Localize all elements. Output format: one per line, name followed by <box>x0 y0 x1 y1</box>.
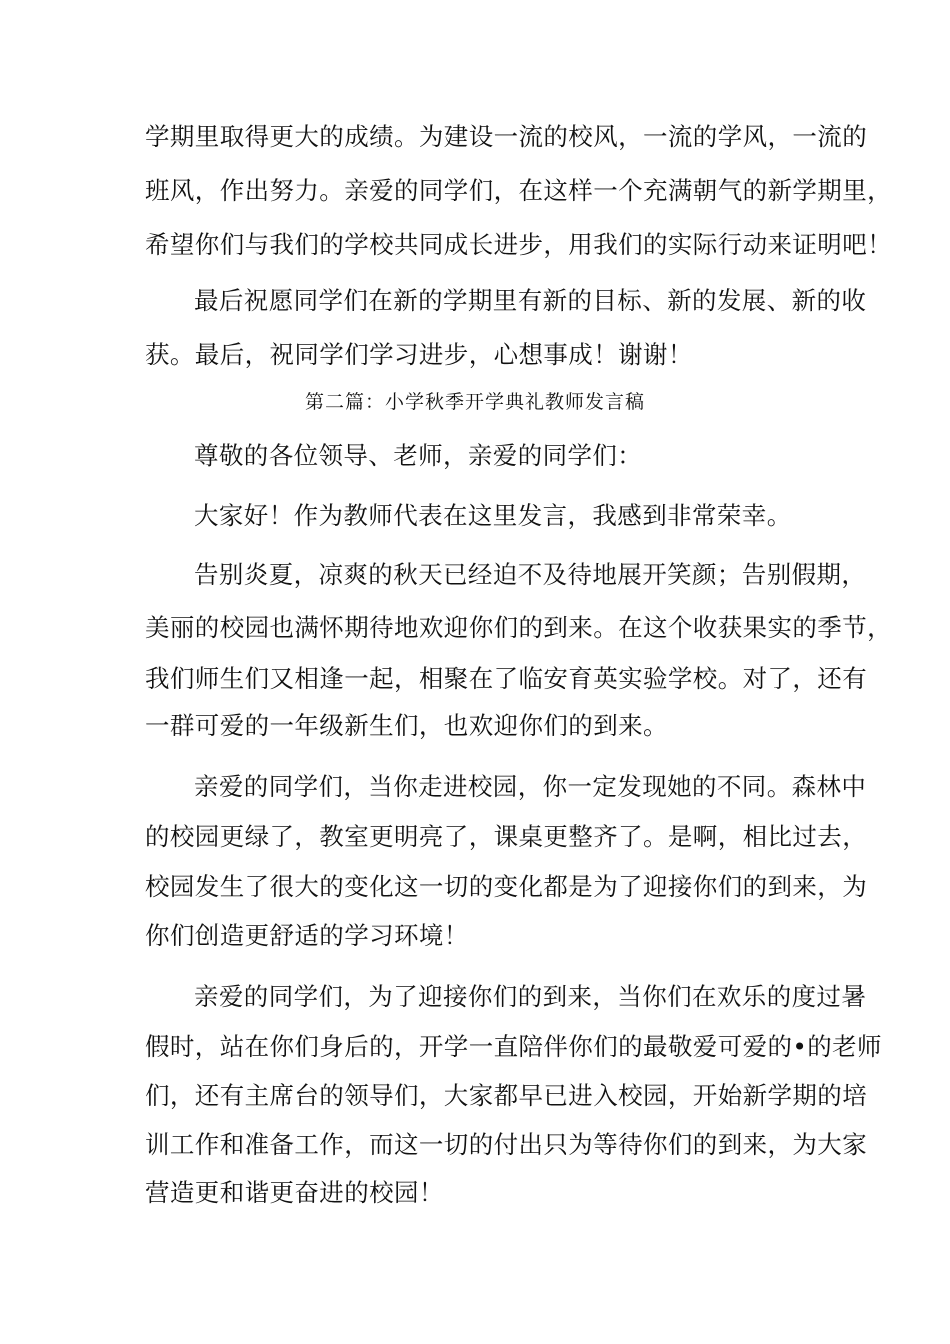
paragraph-line: 希望你们与我们的学校共同成长进步，用我们的实际行动来证明吧！ <box>145 230 892 259</box>
paragraph-line: 的校园更绿了，教室更明亮了，课桌更整齐了。是啊，相比过去， <box>145 822 868 851</box>
paragraph-line: 班风，作出努力。亲爱的同学们，在这样一个充满朝气的新学期里， <box>145 176 892 205</box>
paragraph-line: 你们创造更舒适的学习环境！ <box>145 921 469 950</box>
paragraph-line: 假时，站在你们身后的，开学一直陪伴你们的最敬爱可爱的•的老师 <box>145 1032 882 1061</box>
salutation-line: 尊敬的各位领导、老师，亲爱的同学们： <box>194 441 643 470</box>
paragraph-line: 亲爱的同学们，当你走进校园，你一定发现她的不同。森林中 <box>194 772 867 801</box>
paragraph-line: 训工作和准备工作，而这一切的付出只为等待你们的到来，为大家 <box>145 1130 868 1159</box>
paragraph-line: 一群可爱的一年级新生们，也欢迎你们的到来。 <box>145 711 668 740</box>
paragraph-line: 最后祝愿同学们在新的学期里有新的目标、新的发展、新的收 <box>194 286 867 315</box>
paragraph-line: 告别炎夏，凉爽的秋天已经迫不及待地展开笑颜；告别假期， <box>194 560 867 589</box>
paragraph-line: 获。最后，祝同学们学习进步，心想事成！谢谢！ <box>145 340 693 369</box>
paragraph-line: 营造更和谐更奋进的校园！ <box>145 1178 444 1207</box>
paragraph-line: 校园发生了很大的变化这一切的变化都是为了迎接你们的到来，为 <box>145 872 868 901</box>
greeting-line: 大家好！作为教师代表在这里发言，我感到非常荣幸。 <box>194 501 792 530</box>
section-title: 第二篇：小学秋季开学典礼教师发言稿 <box>304 391 645 413</box>
paragraph-line: 学期里取得更大的成绩。为建设一流的校风，一流的学风，一流的 <box>145 122 868 151</box>
paragraph-line: 们，还有主席台的领导们，大家都早已进入校园，开始新学期的培 <box>145 1081 868 1110</box>
paragraph-line: 美丽的校园也满怀期待地欢迎你们的到来。在这个收获果实的季节， <box>145 613 892 642</box>
paragraph-line: 亲爱的同学们，为了迎接你们的到来，当你们在欢乐的度过暑 <box>194 982 867 1011</box>
paragraph-line: 我们师生们又相逢一起，相聚在了临安育英实验学校。对了，还有 <box>145 664 868 693</box>
